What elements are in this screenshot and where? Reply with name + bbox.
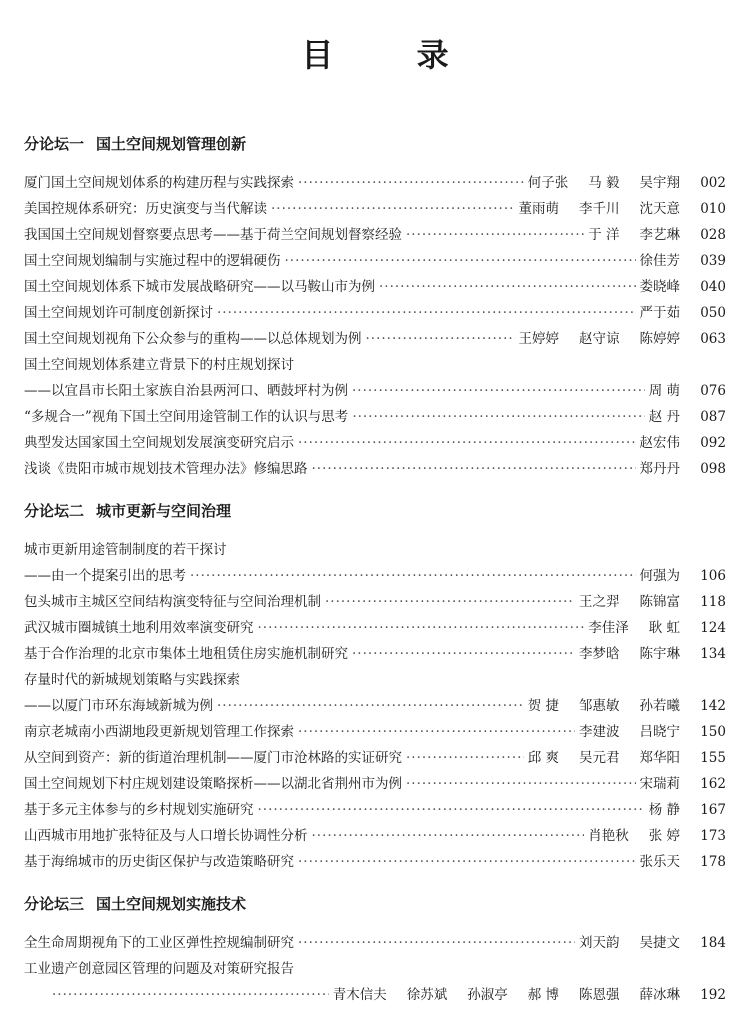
entry-title[interactable]: 我国国土空间规划督察要点思考——基于荷兰空间规划督察经验: [24, 227, 402, 243]
entry-authors: [649, 379, 680, 399]
dot-leader: [352, 646, 575, 662]
entry-title[interactable]: 国土空间规划下村庄规划建设策略探析——以湖北省荆州市为例: [24, 776, 402, 792]
entry-title[interactable]: ——以宜昌市长阳土家族自治县两河口、晒鼓坪村为例: [24, 383, 348, 399]
author-name: 陈恩强: [579, 987, 620, 1003]
page-number: 002: [700, 175, 726, 191]
author-name: 陈婷婷: [639, 331, 680, 347]
author-name: 张乐天: [639, 854, 680, 870]
author-name: 李佳泽: [588, 620, 629, 636]
dot-leader: [298, 935, 575, 951]
dot-leader: [366, 331, 515, 347]
author-name: 薛冰琳: [639, 987, 680, 1003]
entry-title[interactable]: 山西城市用地扩张特征及与人口增长协调性分析: [24, 828, 308, 844]
author-name: 李建波: [579, 724, 620, 740]
entry-authors: [588, 223, 680, 243]
entry-authors: [528, 171, 680, 191]
page-title: 目 录: [301, 36, 485, 74]
author-name: 周 萌: [648, 383, 680, 399]
entry-authors: [579, 590, 680, 610]
entry-title[interactable]: 基于海绵城市的历史街区保护与改造策略研究: [24, 854, 294, 870]
toc-entry[interactable]: [24, 223, 726, 243]
author-name: 郑华阳: [639, 750, 680, 766]
page-number: 087: [700, 409, 726, 425]
entry-title[interactable]: 基于合作治理的北京市集体土地租赁住房实施机制研究: [24, 646, 348, 662]
author-name: 耿 虹: [648, 620, 680, 636]
section-heading: [24, 500, 231, 521]
author-name: 徐苏斌: [406, 987, 448, 1003]
entry-title[interactable]: ——由一个提案引出的思考: [24, 568, 186, 584]
dot-leader: [285, 253, 636, 269]
dot-leader: [258, 620, 585, 636]
entry-title[interactable]: 厦门国土空间规划体系的构建历程与实践探索: [24, 175, 294, 191]
page-number: 039: [700, 253, 726, 269]
dot-leader: [312, 461, 636, 477]
page-number: 098: [700, 461, 726, 477]
toc-entry[interactable]: [24, 249, 726, 269]
author-name: 王之羿: [579, 594, 620, 610]
toc-entry[interactable]: [24, 746, 726, 766]
toc-entry[interactable]: [24, 564, 726, 584]
dot-leader: [298, 435, 636, 451]
section-heading: [24, 133, 246, 154]
entry-title[interactable]: 武汉城市圈城镇土地利用效率演变研究: [24, 620, 254, 636]
entry-authors: [528, 746, 680, 766]
section-label: 分论坛一: [24, 135, 85, 153]
author-name: 吕晓宁: [639, 724, 680, 740]
entry-title-line[interactable]: 存量时代的新城规划策略与实践探索: [24, 672, 240, 688]
toc-entry[interactable]: [24, 405, 726, 425]
dot-leader: [258, 802, 645, 818]
author-name: 邱 爽: [527, 750, 559, 766]
toc-entry[interactable]: [24, 275, 726, 295]
entry-title[interactable]: 基于多元主体参与的乡村规划实施研究: [24, 802, 254, 818]
entry-title[interactable]: 国土空间规划许可制度创新探讨: [24, 305, 213, 321]
author-name: 陈锦富: [639, 594, 680, 610]
dot-leader: [190, 568, 636, 584]
entry-authors: [579, 931, 680, 951]
toc-entry[interactable]: [24, 590, 726, 610]
entry-authors: [640, 457, 681, 477]
author-name: 孙若曦: [639, 698, 680, 714]
author-name: 张 婷: [648, 828, 680, 844]
page-number: 155: [700, 750, 726, 766]
author-name: 赵守谅: [579, 331, 620, 347]
entry-authors: [649, 798, 680, 818]
toc-entry[interactable]: [24, 772, 726, 792]
author-name: 吴元君: [579, 750, 620, 766]
toc-entry[interactable]: [24, 983, 726, 1003]
toc-entry[interactable]: [24, 379, 726, 399]
entry-authors: [519, 327, 681, 347]
section-title: 国土空间规划管理创新: [96, 135, 247, 153]
toc-entry[interactable]: [24, 694, 726, 714]
author-name: 刘天韵: [579, 935, 620, 951]
toc-entry[interactable]: [24, 197, 726, 217]
entry-authors: [640, 431, 681, 451]
page-number: 184: [700, 935, 726, 951]
dot-leader: [298, 854, 636, 870]
author-name: 何强为: [639, 568, 680, 584]
section-heading: [24, 893, 246, 914]
page-number: 167: [700, 802, 726, 818]
author-name: 郝 博: [527, 987, 559, 1003]
entry-authors: [528, 694, 680, 714]
toc-entry[interactable]: [24, 616, 726, 636]
entry-authors: [649, 405, 680, 425]
entry-title-line[interactable]: 工业遗产创意园区管理的问题及对策研究报告: [24, 961, 294, 977]
entry-authors: [640, 564, 681, 584]
author-name: 马 毅: [588, 175, 620, 191]
dot-leader: [298, 724, 575, 740]
author-name: 赵 丹: [648, 409, 680, 425]
author-name: 何子张: [527, 175, 569, 191]
entry-title-line[interactable]: 城市更新用途管制制度的若干探讨: [24, 542, 227, 558]
page-number: 050: [700, 305, 726, 321]
page-number: 150: [700, 724, 726, 740]
dot-leader: [298, 175, 524, 191]
author-name: 沈天意: [639, 201, 680, 217]
author-name: 郑丹丹: [639, 461, 680, 477]
dot-leader: [406, 750, 524, 766]
entry-title[interactable]: 全生命周期视角下的工业区弹性控规编制研究: [24, 935, 294, 951]
author-name: 李艺琳: [639, 227, 680, 243]
entry-authors: [579, 642, 680, 662]
author-name: 贺 捷: [527, 698, 559, 714]
page-number: 040: [700, 279, 726, 295]
dot-leader: [217, 698, 524, 714]
dot-leader: [379, 279, 636, 295]
author-name: 陈宇琳: [639, 646, 680, 662]
entry-authors: [579, 720, 680, 740]
toc-entry[interactable]: [24, 798, 726, 818]
author-name: 李千川: [579, 201, 620, 217]
page-number: 124: [700, 620, 726, 636]
page-number: 173: [700, 828, 726, 844]
entry-title[interactable]: “多规合一”视角下国土空间用途管制工作的认识与思考: [24, 409, 349, 425]
section-title: 城市更新与空间治理: [96, 502, 232, 520]
entry-title[interactable]: 美国控规体系研究：历史演变与当代解读: [24, 201, 267, 217]
dot-leader: [312, 828, 585, 844]
entry-authors: [333, 983, 680, 1003]
entry-authors: [519, 197, 681, 217]
page-number: 142: [700, 698, 726, 714]
toc-entry[interactable]: [24, 301, 726, 321]
page-number: 118: [700, 594, 726, 610]
entry-title-line[interactable]: 国土空间规划体系建立背景下的村庄规划探讨: [24, 357, 294, 373]
author-name: 宋瑞莉: [639, 776, 680, 792]
author-name: 严于茹: [639, 305, 680, 321]
dot-leader: [52, 987, 329, 1003]
entry-authors: [640, 275, 681, 295]
author-name: 李梦晗: [579, 646, 620, 662]
entry-title[interactable]: 典型发达国家国土空间规划发展演变研究启示: [24, 435, 294, 451]
author-name: 董雨萌: [518, 201, 559, 217]
author-name: 青木信夫: [332, 987, 387, 1003]
toc-entry[interactable]: [24, 931, 726, 951]
dot-leader: [406, 227, 584, 243]
entry-title[interactable]: 包头城市主城区空间结构演变特征与空间治理机制: [24, 594, 321, 610]
author-name: 肖艳秋: [588, 828, 629, 844]
dot-leader: [406, 776, 636, 792]
entry-authors: [640, 772, 681, 792]
author-name: 娄晓峰: [639, 279, 680, 295]
page-number: 192: [700, 987, 726, 1003]
author-name: 于 洋: [588, 227, 620, 243]
author-name: 徐佳芳: [639, 253, 680, 269]
dot-leader: [352, 383, 645, 399]
page-number: 010: [700, 201, 726, 217]
toc-entry[interactable]: [24, 171, 726, 191]
page-number: 178: [700, 854, 726, 870]
toc-entry[interactable]: [24, 850, 726, 870]
entry-title[interactable]: 南京老城南小西湖地段更新规划管理工作探索: [24, 724, 294, 740]
page-number: 134: [700, 646, 726, 662]
section-label: 分论坛三: [24, 895, 85, 913]
dot-leader: [325, 594, 575, 610]
entry-title[interactable]: 浅谈《贵阳市城市规划技术管理办法》修编思路: [24, 461, 308, 477]
toc-entry[interactable]: [24, 327, 726, 347]
toc-entry[interactable]: [24, 642, 726, 662]
author-name: 孙淑亭: [467, 987, 508, 1003]
entry-authors: [588, 616, 680, 636]
entry-authors: [640, 850, 681, 870]
toc-entry[interactable]: [24, 431, 726, 451]
entry-title[interactable]: 国土空间规划编制与实施过程中的逻辑硬伤: [24, 253, 281, 269]
author-name: 吴宇翔: [639, 175, 680, 191]
page-number: 162: [700, 776, 726, 792]
author-name: 王婷婷: [518, 331, 559, 347]
toc-entry[interactable]: [24, 720, 726, 740]
author-name: 邹惠敏: [579, 698, 620, 714]
dot-leader: [271, 201, 515, 217]
author-name: 杨 静: [648, 802, 680, 818]
page-number: 092: [700, 435, 726, 451]
entry-title[interactable]: ——以厦门市环东海域新城为例: [24, 698, 213, 714]
author-name: 吴捷文: [639, 935, 680, 951]
entry-title[interactable]: 国土空间规划视角下公众参与的重构——以总体规划为例: [24, 331, 362, 347]
page-number: 106: [700, 568, 726, 584]
entry-title[interactable]: 从空间到资产：新的街道治理机制——厦门市沧林路的实证研究: [24, 750, 402, 766]
toc-entry[interactable]: [24, 457, 726, 477]
dot-leader: [352, 409, 644, 425]
entry-authors: [640, 249, 681, 269]
entry-authors: [640, 301, 681, 321]
page-number: 028: [700, 227, 726, 243]
entry-title[interactable]: 国土空间规划体系下城市发展战略研究——以马鞍山市为例: [24, 279, 375, 295]
section-title: 国土空间规划实施技术: [96, 895, 247, 913]
toc-entry[interactable]: [24, 824, 726, 844]
author-name: 赵宏伟: [639, 435, 680, 451]
page-number: 063: [700, 331, 726, 347]
entry-authors: [588, 824, 680, 844]
page-number: 076: [700, 383, 726, 399]
dot-leader: [217, 305, 636, 321]
section-label: 分论坛二: [24, 502, 85, 520]
